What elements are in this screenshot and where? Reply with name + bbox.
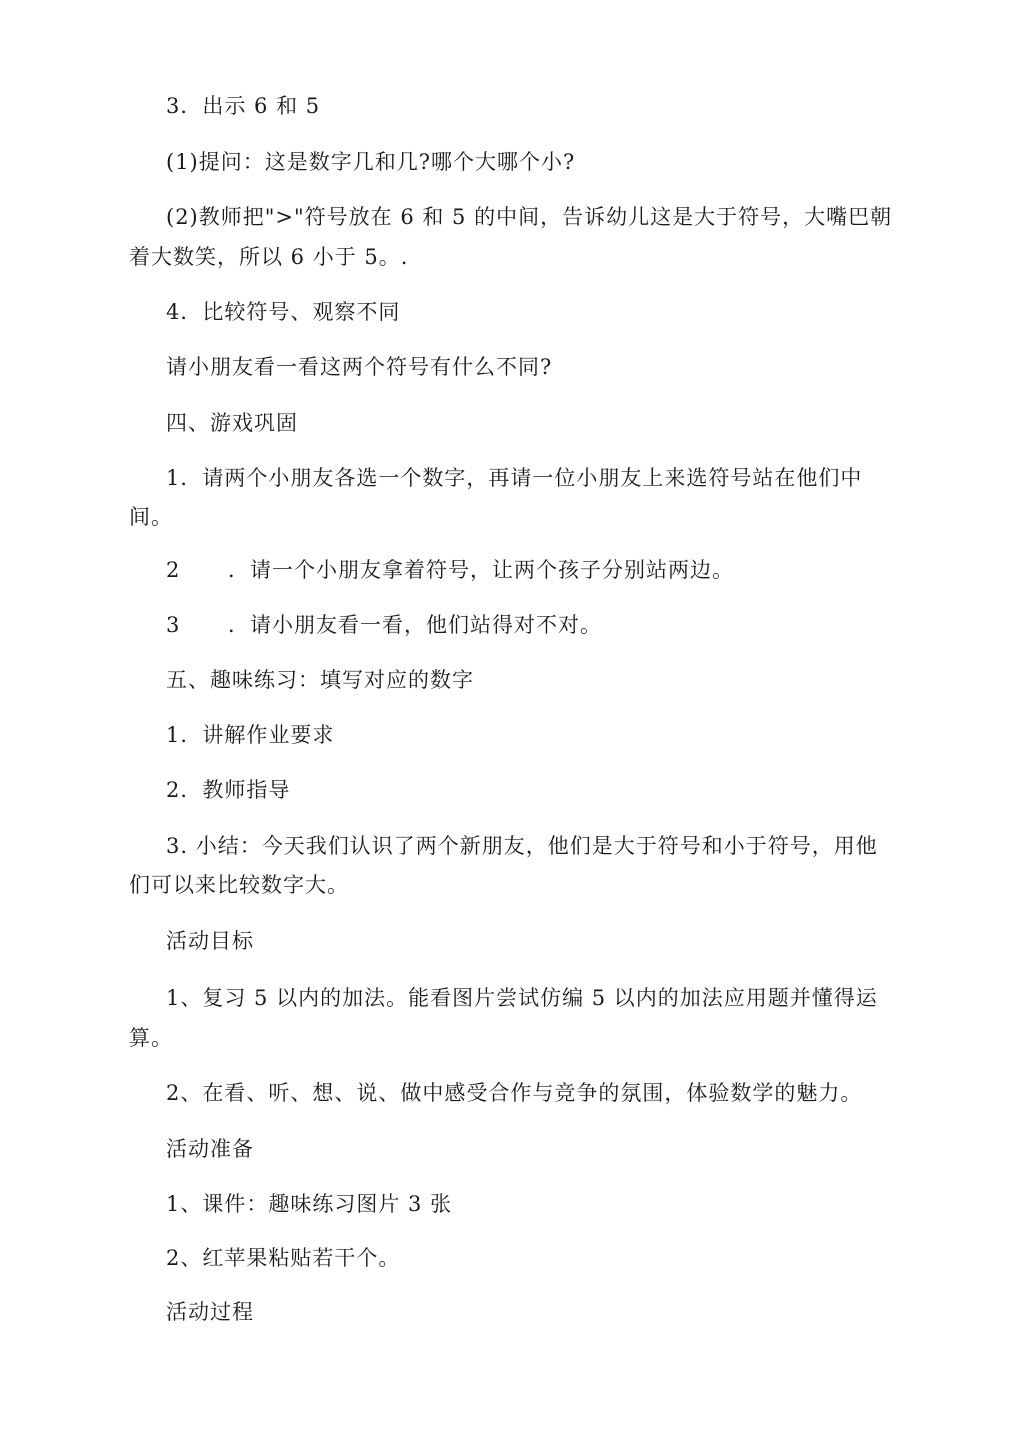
section-5-heading: 五、趣味练习：填写对应的数字 <box>166 668 474 692</box>
paragraph-2-line-1: (2)教师把">"符号放在 6 和 5 的中间，告诉幼儿这是大于符号，大嘴巴朝 <box>166 205 893 229</box>
game-step-1-line-1: 1．请两个小朋友各选一个数字，再请一位小朋友上来选符号站在他们中 <box>166 466 863 490</box>
step-text: ．请小朋友看一看，他们站得对不对。 <box>228 613 602 637</box>
section-4-heading: 四、游戏巩固 <box>166 411 298 435</box>
prep-item-1: 1、课件：趣味练习图片 3 张 <box>166 1192 453 1216</box>
step-3-heading: 3．出示 6 和 5 <box>166 94 321 118</box>
step-number: 2 <box>166 558 181 582</box>
compare-question: 请小朋友看一看这两个符号有什么不同? <box>166 355 553 379</box>
step-number: 3 <box>166 613 181 637</box>
game-step-1-line-2: 间。 <box>129 505 173 529</box>
goal-2: 2、在看、听、想、说、做中感受合作与竞争的氛围，体验数学的魅力。 <box>166 1081 863 1105</box>
exercise-step-1: 1．讲解作业要求 <box>166 723 335 747</box>
game-step-2 <box>166 557 734 583</box>
step-text: ．请一个小朋友拿着符号，让两个孩子分别站两边。 <box>228 558 734 582</box>
paragraph-2-line-2: 着大数笑，所以 6 小于 5。. <box>129 245 409 269</box>
summary-line-2: 们可以来比较数字大。 <box>129 873 349 897</box>
exercise-step-2: 2．教师指导 <box>166 778 291 802</box>
prep-item-2: 2、红苹果粘贴若干个。 <box>166 1246 401 1270</box>
goal-1-line-2: 算。 <box>129 1026 173 1050</box>
goal-1-line-1: 1、复习 5 以内的加法。能看图片尝试仿编 5 以内的加法应用题并懂得运 <box>166 986 878 1010</box>
activity-process-heading: 活动过程 <box>166 1300 254 1324</box>
activity-goals-heading: 活动目标 <box>166 929 254 953</box>
activity-prep-heading: 活动准备 <box>166 1137 254 1161</box>
game-step-3 <box>166 612 602 638</box>
summary-line-1: 3. 小结：今天我们认识了两个新朋友，他们是大于符号和小于符号，用他 <box>166 834 878 858</box>
step-4-heading: 4．比较符号、观察不同 <box>166 300 401 324</box>
question-1: (1)提问：这是数字几和几?哪个大哪个小? <box>166 150 576 174</box>
